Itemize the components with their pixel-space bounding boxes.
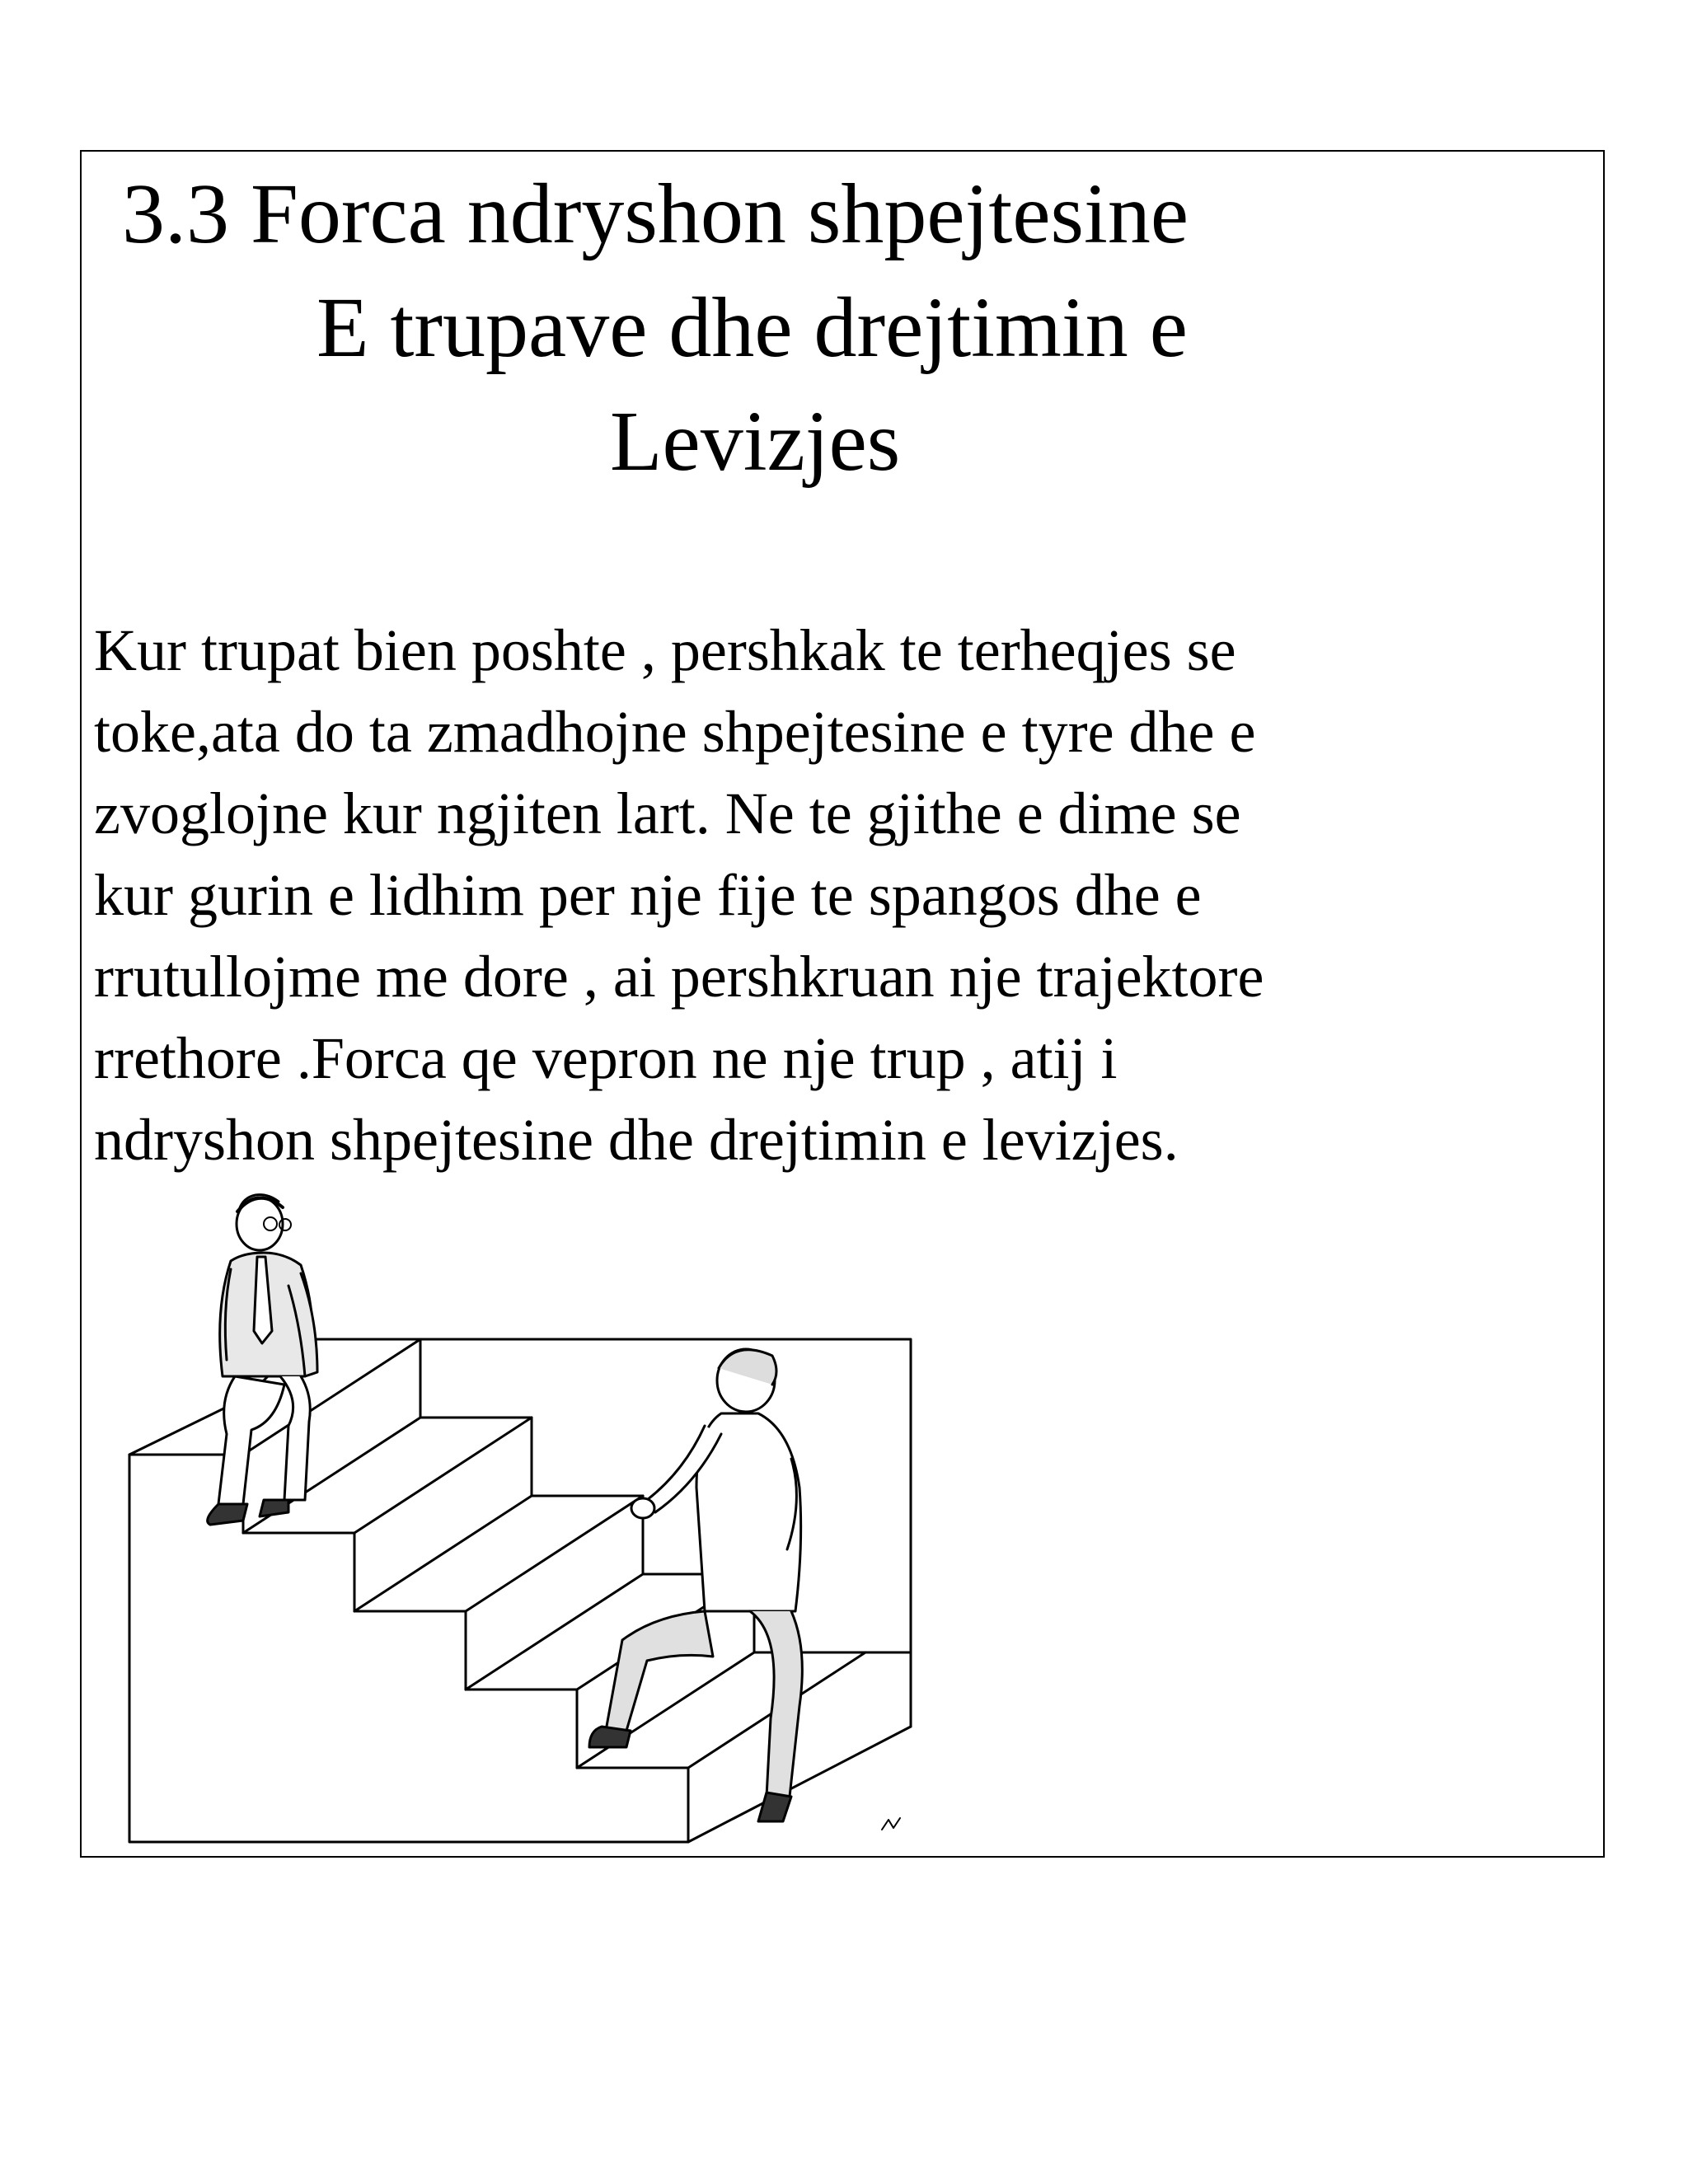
paragraph-line: ndryshon shpejtesine dhe drejtimin e levizjes.: [94, 1107, 1179, 1173]
seated-man-icon: [208, 1195, 317, 1525]
paragraph-line: toke,ata do ta zmadhojne shpejtesine e tyre dhe e: [94, 699, 1256, 765]
title-line-2: E trupave dhe drejtimin e: [316, 280, 1188, 375]
paragraph-line: zvoglojne kur ngjiten lart. Ne te gjithe e dime se: [94, 780, 1241, 846]
body-paragraph: [94, 610, 1578, 1181]
title-line-3: Levizjes: [610, 394, 901, 489]
paragraph-line: Kur trupat bien poshte , pershkak te terheqjes se: [94, 617, 1236, 683]
paragraph-line: rrethore .Forca qe vepron ne nje trup , atij i: [94, 1025, 1118, 1091]
paragraph-line: kur gurin e lidhim per nje fije te spangos dhe e: [94, 862, 1202, 928]
climbing-man-icon: [589, 1349, 802, 1821]
paragraph-line: rrutullojme me dore , ai pershkruan nje trajektore: [94, 944, 1264, 1010]
staircase-illustration: [115, 1179, 940, 1871]
staircase-with-two-people-icon: [115, 1179, 940, 1871]
title-line-1: 3.3 Forca ndryshon shpejtesine: [122, 166, 1189, 261]
